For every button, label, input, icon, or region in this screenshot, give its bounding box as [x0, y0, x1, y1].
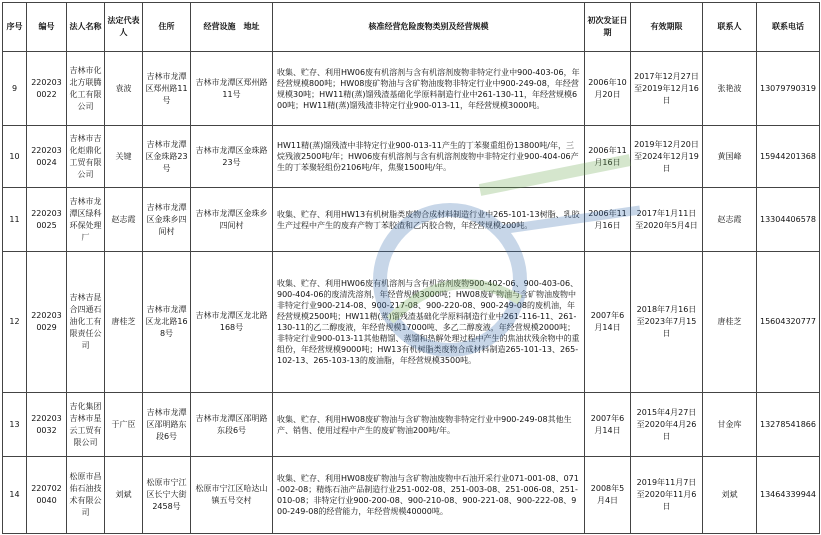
header-legal-rep: 法定代表人: [105, 3, 143, 52]
phone-cell: 13079790319: [757, 52, 820, 126]
facility-cell: 吉林市龙潭区金珠路23号: [191, 126, 273, 188]
seq-cell: 11: [3, 188, 27, 252]
address-cell: 松原市宁江区长宁大街2458号: [143, 457, 191, 534]
phone-cell: 15944201368: [757, 126, 820, 188]
validity-cell: 2017年1月11日至2020年5月4日: [631, 188, 703, 252]
address-cell: 吉林市龙潭区金珠乡四间村: [143, 188, 191, 252]
scope-cell: 收集、贮存、利用HW13有机树脂类废物合成材料制造行业中265-101-13树脂、乳胶生产过程中产生的废弃产物丁苯胶渣和乙丙胶合物，年经营规模200吨。: [273, 188, 585, 252]
table-row: [3, 393, 820, 457]
validity-cell: 2018年7月16日至2023年7月15日: [631, 252, 703, 393]
seq-cell: 13: [3, 393, 27, 457]
header-scope: 核准经营危险废物类别及经营规模: [273, 3, 585, 52]
address-cell: 吉林市龙潭区邵明路东段6号: [143, 393, 191, 457]
name-cell: 吉林吉昆合四通石油化工有限责任公司: [67, 252, 105, 393]
scope-cell: 收集、贮存、利用HW06废有机溶剂与含有机溶剂废物900-402-06、900-403-06、900-404-06的废清洗溶剂，年经营规模3000吨；HW08废矿物油与含矿物油废物中非特定行业900-214-08、900-217-08、900-220-08、900-249-08的废机油，年经营规模2500吨；HW11精(蒸)馏残渣基础化学原料制造行业中261-116-11、261-130-11的乙二醇废液，年经营规模17000吨、多乙二醇废液，年经营规模2000吨；非特定行业900-013-11其他精馏、蒸馏和热解处理过程中产生的焦油状残余物中的重组份，年经营规模9000吨；HW13有机树脂类废物合成材料制造265-101-13、265-102-13、265-103-13的废油脂，年经营规模3500吨。: [273, 252, 585, 393]
contact-cell: 唐桂芝: [703, 252, 757, 393]
code-cell: 220203 0024: [27, 126, 67, 188]
validity-cell: 2015年4月27日至2020年4月26日: [631, 393, 703, 457]
scope-cell: HW11精(蒸)馏残渣中非特定行业900-013-11产生的丁苯聚重组份13800吨/年，三烷残液2500吨/年；HW06废有机溶剂与含有机溶剂废物中非特定行业900-404-06产生的丁苯聚轻组份2106吨/年，焦聚1500吨/年。: [273, 126, 585, 188]
facility-cell: 吉林市龙潭区金珠乡四间村: [191, 188, 273, 252]
first-issue-cell: 2007年6月14日: [585, 393, 631, 457]
table-row: [3, 52, 820, 126]
name-cell: 吉林市化北方联腾化工有限公司: [67, 52, 105, 126]
first-issue-cell: 2007年6月14日: [585, 252, 631, 393]
contact-cell: 甘金库: [703, 393, 757, 457]
facility-cell: 吉林市龙潭区郑州路11号: [191, 52, 273, 126]
header-row: [3, 3, 820, 52]
contact-cell: 黄国峰: [703, 126, 757, 188]
validity-cell: 2019年12月20日至2024年12月19日: [631, 126, 703, 188]
header-contact: 联系人: [703, 3, 757, 52]
rep-cell: 袁波: [105, 52, 143, 126]
name-cell: 吉林市吉化炬鼎化工贸有限公司: [67, 126, 105, 188]
name-cell: 吉林市龙潭区绿科环保处理厂: [67, 188, 105, 252]
first-issue-cell: 2006年11月16日: [585, 188, 631, 252]
header-phone: 联系电话: [757, 3, 820, 52]
rep-cell: 于广臣: [105, 393, 143, 457]
contact-cell: 刘斌: [703, 457, 757, 534]
scope-cell: 收集、贮存、利用HW08废矿物油与含矿物油废物中石油开采行业071-001-08、071-002-08；精炼石油产品制造行业251-002-08、251-003-08、251-006-08、251-010-08；非特定行业900-200-08、900-210-08、900-221-08、900-222-08、900-249-08的经营能力，年经营规模40000吨。: [273, 457, 585, 534]
phone-cell: 13304406578: [757, 188, 820, 252]
rep-cell: 刘斌: [105, 457, 143, 534]
table-row: [3, 457, 820, 534]
first-issue-cell: 2006年10月20日: [585, 52, 631, 126]
contact-cell: 赵志霞: [703, 188, 757, 252]
table-row: [3, 188, 820, 252]
facility-cell: 吉林市龙潭区邵明路东段6号: [191, 393, 273, 457]
code-cell: 220203 0032: [27, 393, 67, 457]
seq-cell: 12: [3, 252, 27, 393]
contact-cell: 张艳波: [703, 52, 757, 126]
address-cell: 吉林市龙潭区郑州路11号: [143, 52, 191, 126]
table-row: [3, 126, 820, 188]
header-address: 住所: [143, 3, 191, 52]
seq-cell: 14: [3, 457, 27, 534]
phone-cell: 15604320777: [757, 252, 820, 393]
scope-cell: 收集、贮存、利用HW06废有机溶剂与含有机溶剂废物非特定行业中900-403-06，年经营规模800吨；HW08废矿物油与含矿物油废物非特定行业中900-249-08，年经营规模30吨；HW11精(蒸)馏残渣基础化学原料制造行业中261-130-11，年经营规模600吨；HW11精(蒸)馏残渣非特定行业900-013-11，年经营规模3000吨。: [273, 52, 585, 126]
validity-cell: 2017年12月27日至2019年12月16日: [631, 52, 703, 126]
facility-cell: 吉林市龙潭区龙北路168号: [191, 252, 273, 393]
facility-cell: 松原市宁江区哈达山镇五号交村: [191, 457, 273, 534]
name-cell: 松原市昌佑石油技术有限公司: [67, 457, 105, 534]
name-cell: 吉化集团吉林市星云工贸有限公司: [67, 393, 105, 457]
code-cell: 220203 0022: [27, 52, 67, 126]
phone-cell: 13278541866: [757, 393, 820, 457]
rep-cell: 赵志霞: [105, 188, 143, 252]
table-row: [3, 252, 820, 393]
rep-cell: 唐桂芝: [105, 252, 143, 393]
header-first-issue: 初次发证日期: [585, 3, 631, 52]
header-validity: 有效期限: [631, 3, 703, 52]
header-seq: 序号: [3, 3, 27, 52]
header-facility-address: 经营设施 地址: [191, 3, 273, 52]
code-cell: 220702 0040: [27, 457, 67, 534]
first-issue-cell: 2006年11月16日: [585, 126, 631, 188]
code-cell: 220203 0029: [27, 252, 67, 393]
code-cell: 220203 0025: [27, 188, 67, 252]
seq-cell: 10: [3, 126, 27, 188]
header-code: 编号: [27, 3, 67, 52]
seq-cell: 9: [3, 52, 27, 126]
first-issue-cell: 2008年5月4日: [585, 457, 631, 534]
hazardous-waste-license-table: [2, 2, 820, 534]
header-legal-name: 法人名称: [67, 3, 105, 52]
phone-cell: 13464339944: [757, 457, 820, 534]
address-cell: 吉林市龙潭区龙北路168号: [143, 252, 191, 393]
rep-cell: 关键: [105, 126, 143, 188]
scope-cell: 收集、贮存、利用HW08废矿物油与含矿物油废物非特定行业中900-249-08其他生产、销售、使用过程中产生的废矿物油200吨/年。: [273, 393, 585, 457]
validity-cell: 2019年11月7日至2020年11月6日: [631, 457, 703, 534]
address-cell: 吉林市龙潭区金珠路23号: [143, 126, 191, 188]
